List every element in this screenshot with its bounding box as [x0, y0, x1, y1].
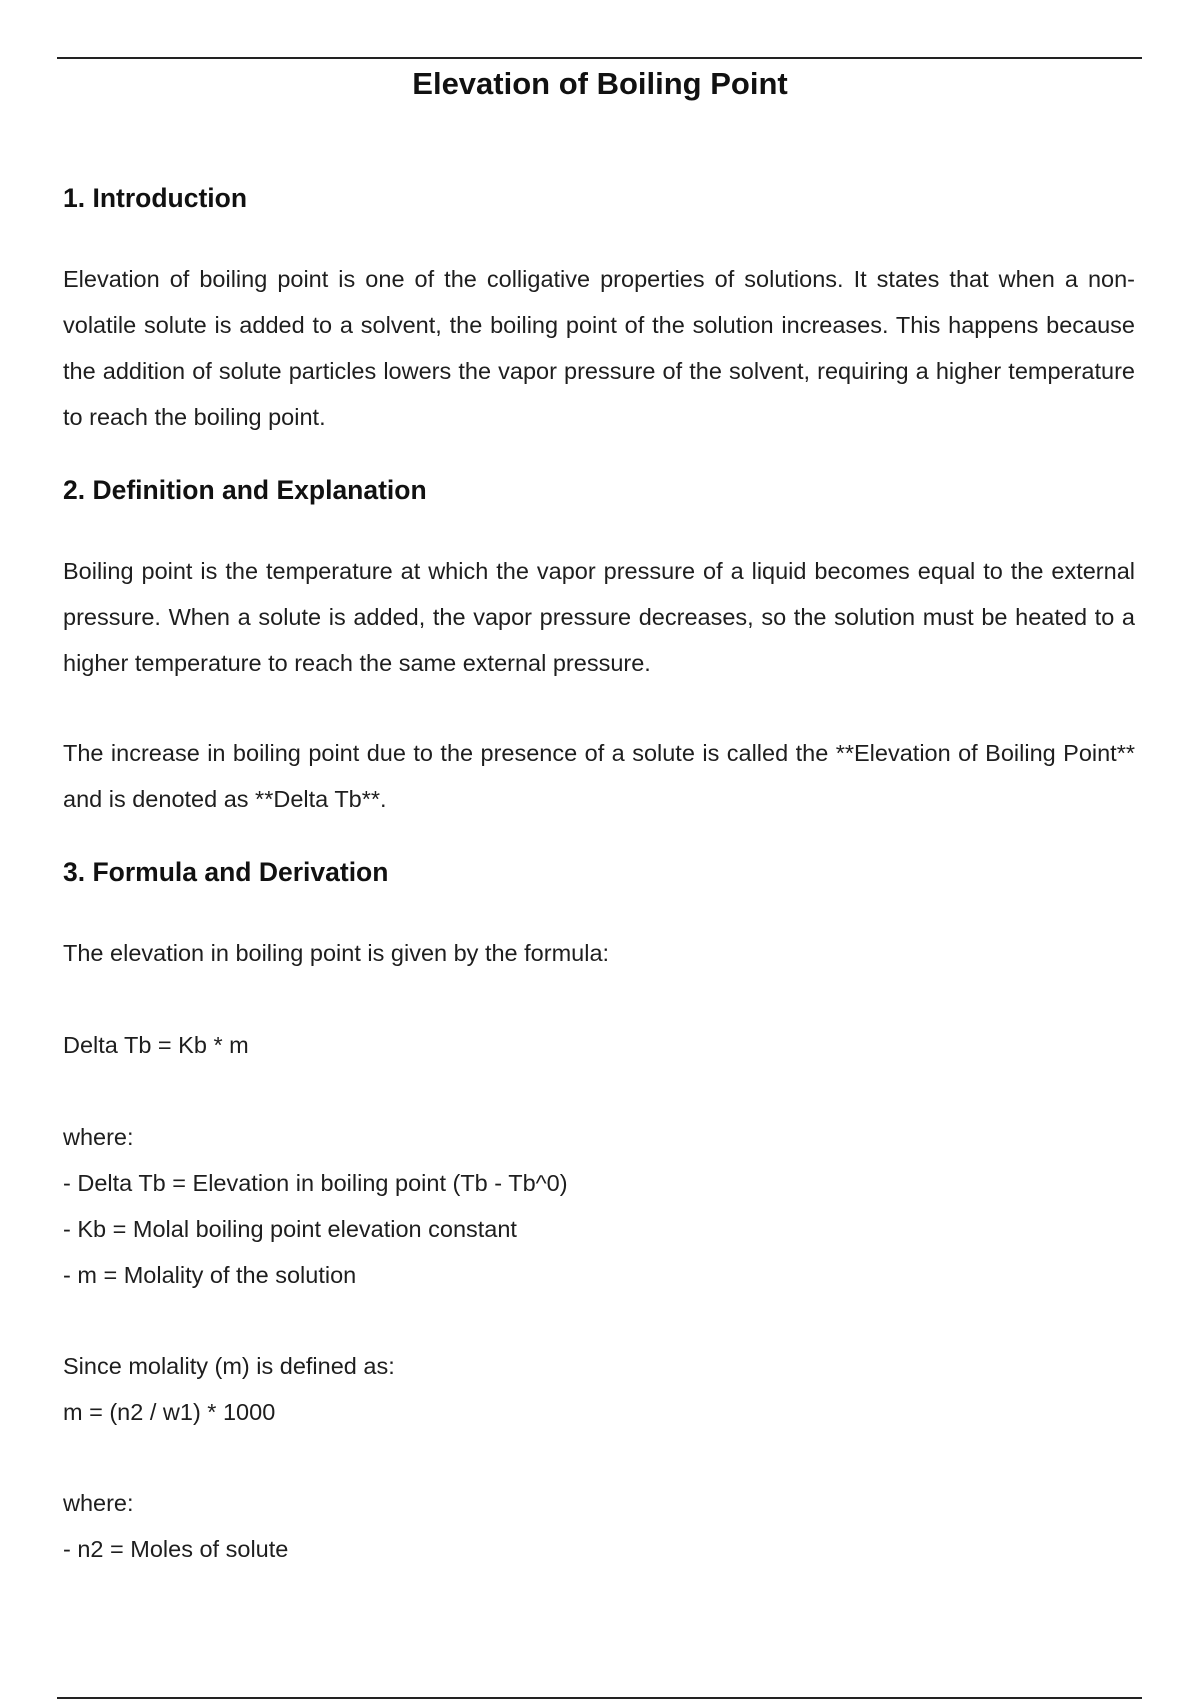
molality-intro: Since molality (m) is defined as:: [63, 1353, 395, 1379]
formula-intro: The elevation in boiling point is given by the formula:: [63, 940, 610, 966]
molality-formula: m = (n2 / w1) * 1000: [63, 1399, 276, 1425]
where-label: where:: [63, 1124, 134, 1150]
definition-m: - m = Molality of the solution: [63, 1262, 357, 1288]
definition-delta-tb: - Delta Tb = Elevation in boiling point (Tb - Tb^0): [63, 1170, 568, 1196]
document-body: [63, 180, 1135, 1572]
document-title: Elevation of Boiling Point: [412, 66, 788, 101]
boiling-point-formula: Delta Tb = Kb * m: [63, 1032, 249, 1058]
section-heading-formula: 3. Formula and Derivation: [63, 857, 389, 887]
elevation-term-paragraph: The increase in boiling point due to the presence of a solute is called the **Elevation of Boiling Point** and is denoted as **Delta Tb**.: [63, 740, 1135, 812]
section-heading-definition: 2. Definition and Explanation: [63, 475, 427, 505]
bottom-rule: [57, 1697, 1142, 1699]
where-label-2: where:: [63, 1490, 134, 1516]
definition-paragraph: Boiling point is the temperature at which the vapor pressure of a liquid becomes equal to the external pressure. When a solute is added, the vapor pressure decreases, so the solution must be heated to a higher temperature to reach the same external pressure.: [63, 558, 1135, 676]
section-heading-introduction: 1. Introduction: [63, 183, 248, 213]
introduction-paragraph: Elevation of boiling point is one of the colligative properties of solutions. It states that when a non-volatile solute is added to a solvent, the boiling point of the solution increases. This happens because the addition of solute particles lowers the vapor pressure of the solvent, requiring a higher temperature to reach the boiling point.: [63, 266, 1135, 430]
top-rule: [57, 57, 1142, 59]
definition-n2: - n2 = Moles of solute: [63, 1536, 289, 1562]
definition-kb: - Kb = Molal boiling point elevation constant: [63, 1216, 517, 1242]
